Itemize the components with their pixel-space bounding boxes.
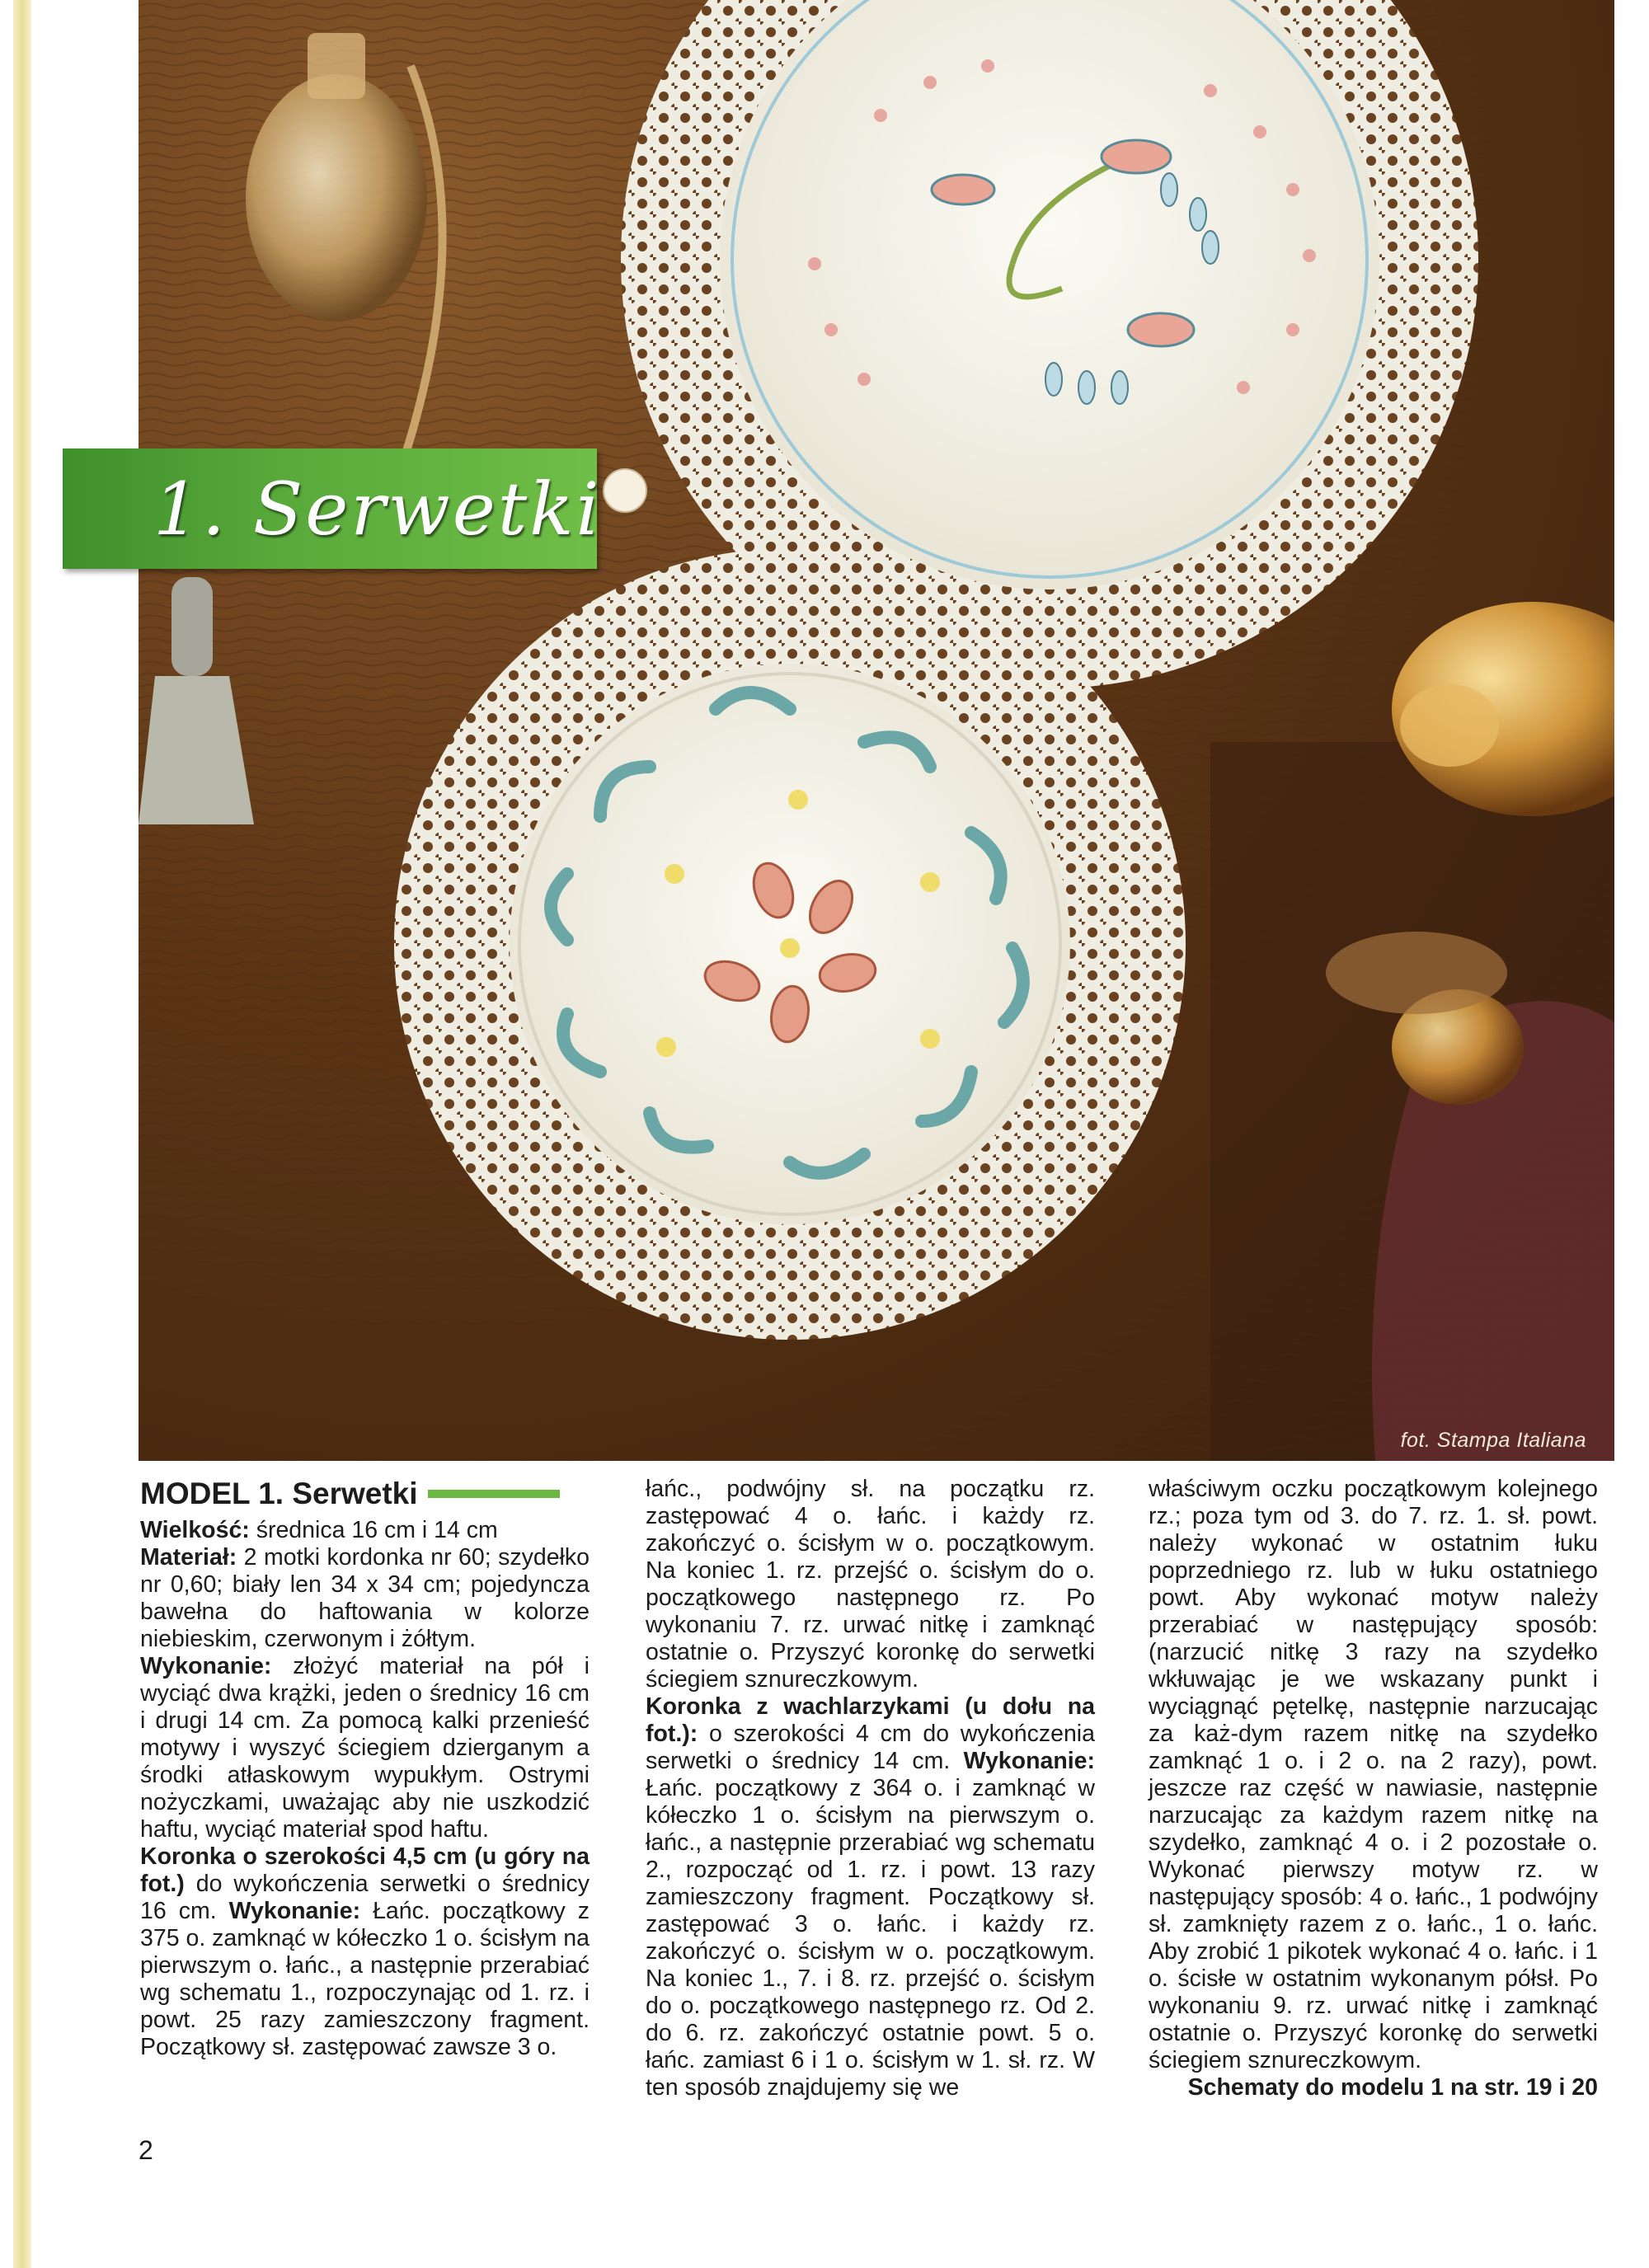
doily-photo xyxy=(139,0,1614,1461)
model-heading xyxy=(140,1476,590,1512)
paragraph-size: Wielkość: średnica 16 cm i 14 cm xyxy=(140,1517,498,1543)
paragraph-motif: właściwym oczku początkowym kolejnego rz.; poza tym od 3. do 7. rz. 1. sł. powt. należy wykonać w ostatnim łuku poprzedniego rz. lub w łuku ostatniego powt. Aby wykonać motyw należy przerabiać w następujący sposób: (narzucić nitkę 3 razy na szydełko wkłuwając je we wskazany punkt i wyciągnąć pętelkę, następnie narzucając za każ-dym razem nitkę na szydełko zamknąć 1 o. i 2 o. na 2 razy), powt. jeszcze raz część w nawiasie, następnie narzucając za każdym razem nitkę na szydełko, zamknąć 4 o. i 2 pozostałe o. Wykonać pierwszy motyw rz. w następujący sposób: 4 o. łańc., 1 podwójny sł. zamknięty razem z o. łańc., 1 o. łańc. Aby zrobić 1 pikotek wykonać 4 o. łańc. i 1 o. ścisłe w ostatnim wykonanym półsł. Po wykonaniu 9. rz. urwać nitkę i zamknąć ostatnie o. Przyszyć koronkę do serwetki ściegiem sznureczkowym. xyxy=(1149,1476,1598,2073)
photo-illustration xyxy=(139,0,1614,1461)
article-column-3 xyxy=(1149,1476,1598,2101)
section-banner xyxy=(63,448,602,569)
model-heading-text: MODEL 1. Serwetki xyxy=(140,1477,418,1510)
page-number: 2 xyxy=(139,2135,153,2165)
schematics-reference: Schematy do modelu 1 na str. 19 i 20 xyxy=(1187,2074,1598,2101)
banner-title: 1. Serwetki xyxy=(153,467,602,552)
heading-accent-rule xyxy=(428,1490,560,1498)
paragraph-lace-top: Koronka o szerokości 4,5 cm (u góry na fot.) do wykończenia serwetki o średnicy 16 cm. Wykonanie: Łańc. początkowy z 375 o. zamknąć w kółeczko 1 o. ścisłym na pierwszym o. łańc., a następnie przerabiać wg schematu 1., rozpoczynając od 1. rz. i powt. 25 razy zamieszczony fragment. Początkowy sł. zastępować zawsze 3 o. xyxy=(140,1843,590,2060)
photo-credit: fot. Stampa Italiana xyxy=(1400,1429,1586,1452)
article-column-2 xyxy=(646,1476,1095,2101)
article-column-1 xyxy=(140,1476,590,2061)
paragraph-material: Materiał: 2 motki kordonka nr 60; szydełko nr 0,60; biały len 34 x 34 cm; pojedyncza bawełna do haftowania w kolorze niebieskim, czerwonym i żółtym. xyxy=(140,1544,590,1652)
bottom-doily xyxy=(394,548,1186,1340)
paragraph-execution: Wykonanie: złożyć materiał na pół i wyciąć dwa krążki, jeden o średnicy 16 cm i drugi 14 cm. Za pomocą kalki przenieść motywy i wyszyć ściegiem dzierganym a środki atłaskowym wypukłym. Ostrymi nożyczkami, uważając aby nie uszkodzić haftu, wyciąć materiał spod haftu. xyxy=(140,1653,590,1843)
paragraph-continuation: łańc., podwójny sł. na początku rz. zastępować 4 o. łańc. i każdy rz. zakończyć o. ścisłym w o. początkowym. Na koniec 1. rz. przejść o. ścisłym do o. początkowego następnego rz. Po wykonaniu 7. rz. urwać nitkę i zamknąć ostatnie o. Przyszyć koronkę do serwetki ściegiem sznureczkowym. xyxy=(646,1476,1095,1693)
page-edge-strip xyxy=(13,0,31,2268)
paragraph-lace-fans: Koronka z wachlarzykami (u dołu na fot.): o szerokości 4 cm do wykończenia serwetki o średnicy 14 cm. Wykonanie: Łańc. początkowy z 364 o. i zamknąć w kółeczko 1 o. ścisłym na pierwszym o. łańc., a następnie przerabiać wg schematu 2., rozpocząć od 1. rz. i powt. 13 razy zamieszczony fragment. Początkowy sł. zastępować 3 o. łańc. i każdy rz. zakończyć o. ścisłym w o. początkowym. Na koniec 1., 7. i 8. rz. przejść o. ścisłym do o. początkowego następnego rz. Od 2. do 6. rz. zakończyć ostatnie powt. 5 o. łańc. zamiast 6 i 1 o. ścisłym w 1. sł. rz. W ten sposób znajdujemy się we xyxy=(646,1693,1095,2101)
